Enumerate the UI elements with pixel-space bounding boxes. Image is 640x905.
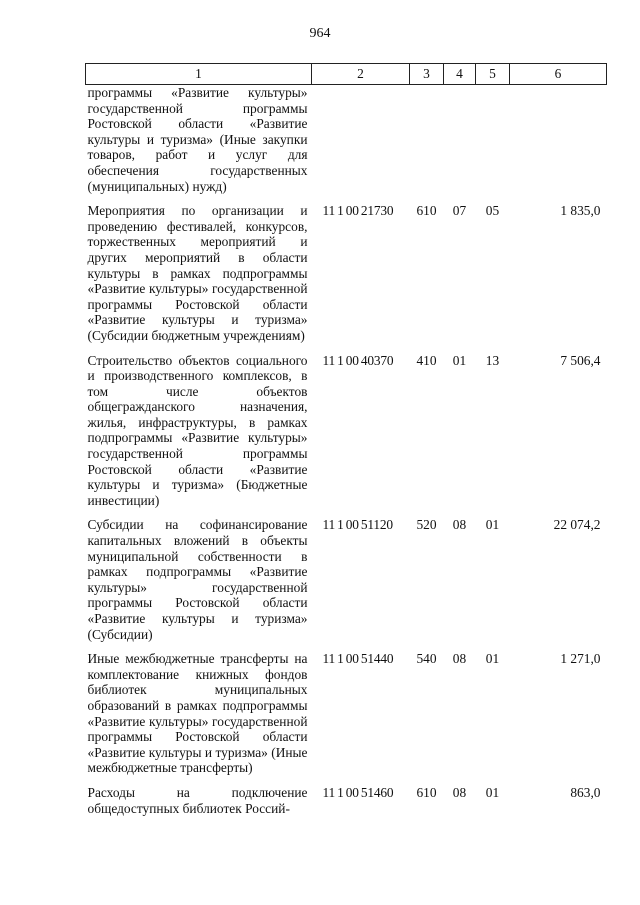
row-code: 11 1 00 21730 xyxy=(322,203,394,219)
row-amount: 1 835,0 xyxy=(560,203,601,219)
row-col5 xyxy=(476,85,510,195)
table-row xyxy=(86,194,607,343)
row-amount: 863,0 xyxy=(570,784,601,800)
row-name: программы «Развитие культуры» государственной программы Ростовской области «Развитие культуры и туризма» (Иные закупки товаров, работ и услуг для обеспечения государственных (муниципальных) нужд) xyxy=(87,85,308,194)
row-name: Иные межбюджетные трансферты на комплектование книжных фондов библиотек муниципальных образований в рамках подпрограммы «Развитие культуры» государственной программы Ростовской области «Развитие культуры и туризма» (Иные межбюджетные трансферты) xyxy=(87,651,308,776)
row-amount: 1 271,0 xyxy=(560,651,601,667)
row-col4: 08 xyxy=(452,651,467,667)
row-name: Субсидии на софинансирование капитальных вложений в объекты муниципальной собственности в рамках подпрограммы «Развитие культуры» государственной программы Ростовской области «Развитие культуры и туризма» (Субсидии) xyxy=(87,517,308,642)
row-code xyxy=(312,85,410,195)
row-col5: 01 xyxy=(485,784,500,800)
column-header-5: 5 xyxy=(476,64,510,85)
column-header-6: 6 xyxy=(510,64,607,85)
table-row xyxy=(86,776,607,816)
row-col3: 610 xyxy=(416,203,437,219)
row-col3 xyxy=(410,85,444,195)
row-col5: 05 xyxy=(485,203,500,219)
row-col5: 13 xyxy=(485,352,500,368)
row-name: Строительство объектов социального и производственного комплексов, в том числе объектов общегражданского назначения, жилья, инфраструктуры, в рамках подпрограммы «Развитие культуры» государственной программы Ростовской области «Развитие культуры и туризма» (Бюджетные инвестиции) xyxy=(87,352,308,508)
row-amount: 22 074,2 xyxy=(553,517,601,533)
column-header-3: 3 xyxy=(410,64,444,85)
page-number: 964 xyxy=(309,26,331,41)
row-name: Мероприятия по организации и проведению фестивалей, конкурсов, торжественных мероприятий и других мероприятий в области культуры в рамках подпрограммы «Развитие культуры» государственной программы Ростовской области «Развитие культуры и туризма» (Субсидии бюджетным учреждениям) xyxy=(87,203,308,343)
row-col4: 01 xyxy=(452,352,467,368)
row-col5: 01 xyxy=(485,517,500,533)
row-code: 11 1 00 51440 xyxy=(322,651,394,667)
table-header-row xyxy=(86,64,607,85)
column-header-1: 1 xyxy=(86,64,312,85)
row-col4: 08 xyxy=(452,517,467,533)
row-code: 11 1 00 40370 xyxy=(322,352,394,368)
row-col4: 08 xyxy=(452,784,467,800)
row-col3: 520 xyxy=(416,517,437,533)
table-row xyxy=(86,85,607,195)
row-col4: 07 xyxy=(452,203,467,219)
row-amount: 7 506,4 xyxy=(560,352,601,368)
column-header-2: 2 xyxy=(312,64,410,85)
row-col3: 610 xyxy=(416,784,437,800)
row-col5: 01 xyxy=(485,651,500,667)
table-row xyxy=(86,508,607,642)
table-row xyxy=(86,642,607,776)
row-name: Расходы на подключение общедоступных библиотек Россий- xyxy=(87,784,308,816)
row-code: 11 1 00 51120 xyxy=(322,517,393,533)
row-col3: 410 xyxy=(416,352,437,368)
budget-table xyxy=(85,63,607,816)
row-col3: 540 xyxy=(416,651,437,667)
row-col4 xyxy=(444,85,476,195)
column-header-4: 4 xyxy=(444,64,476,85)
row-amount xyxy=(510,85,607,195)
row-code: 11 1 00 51460 xyxy=(322,784,394,800)
table-row xyxy=(86,344,607,509)
